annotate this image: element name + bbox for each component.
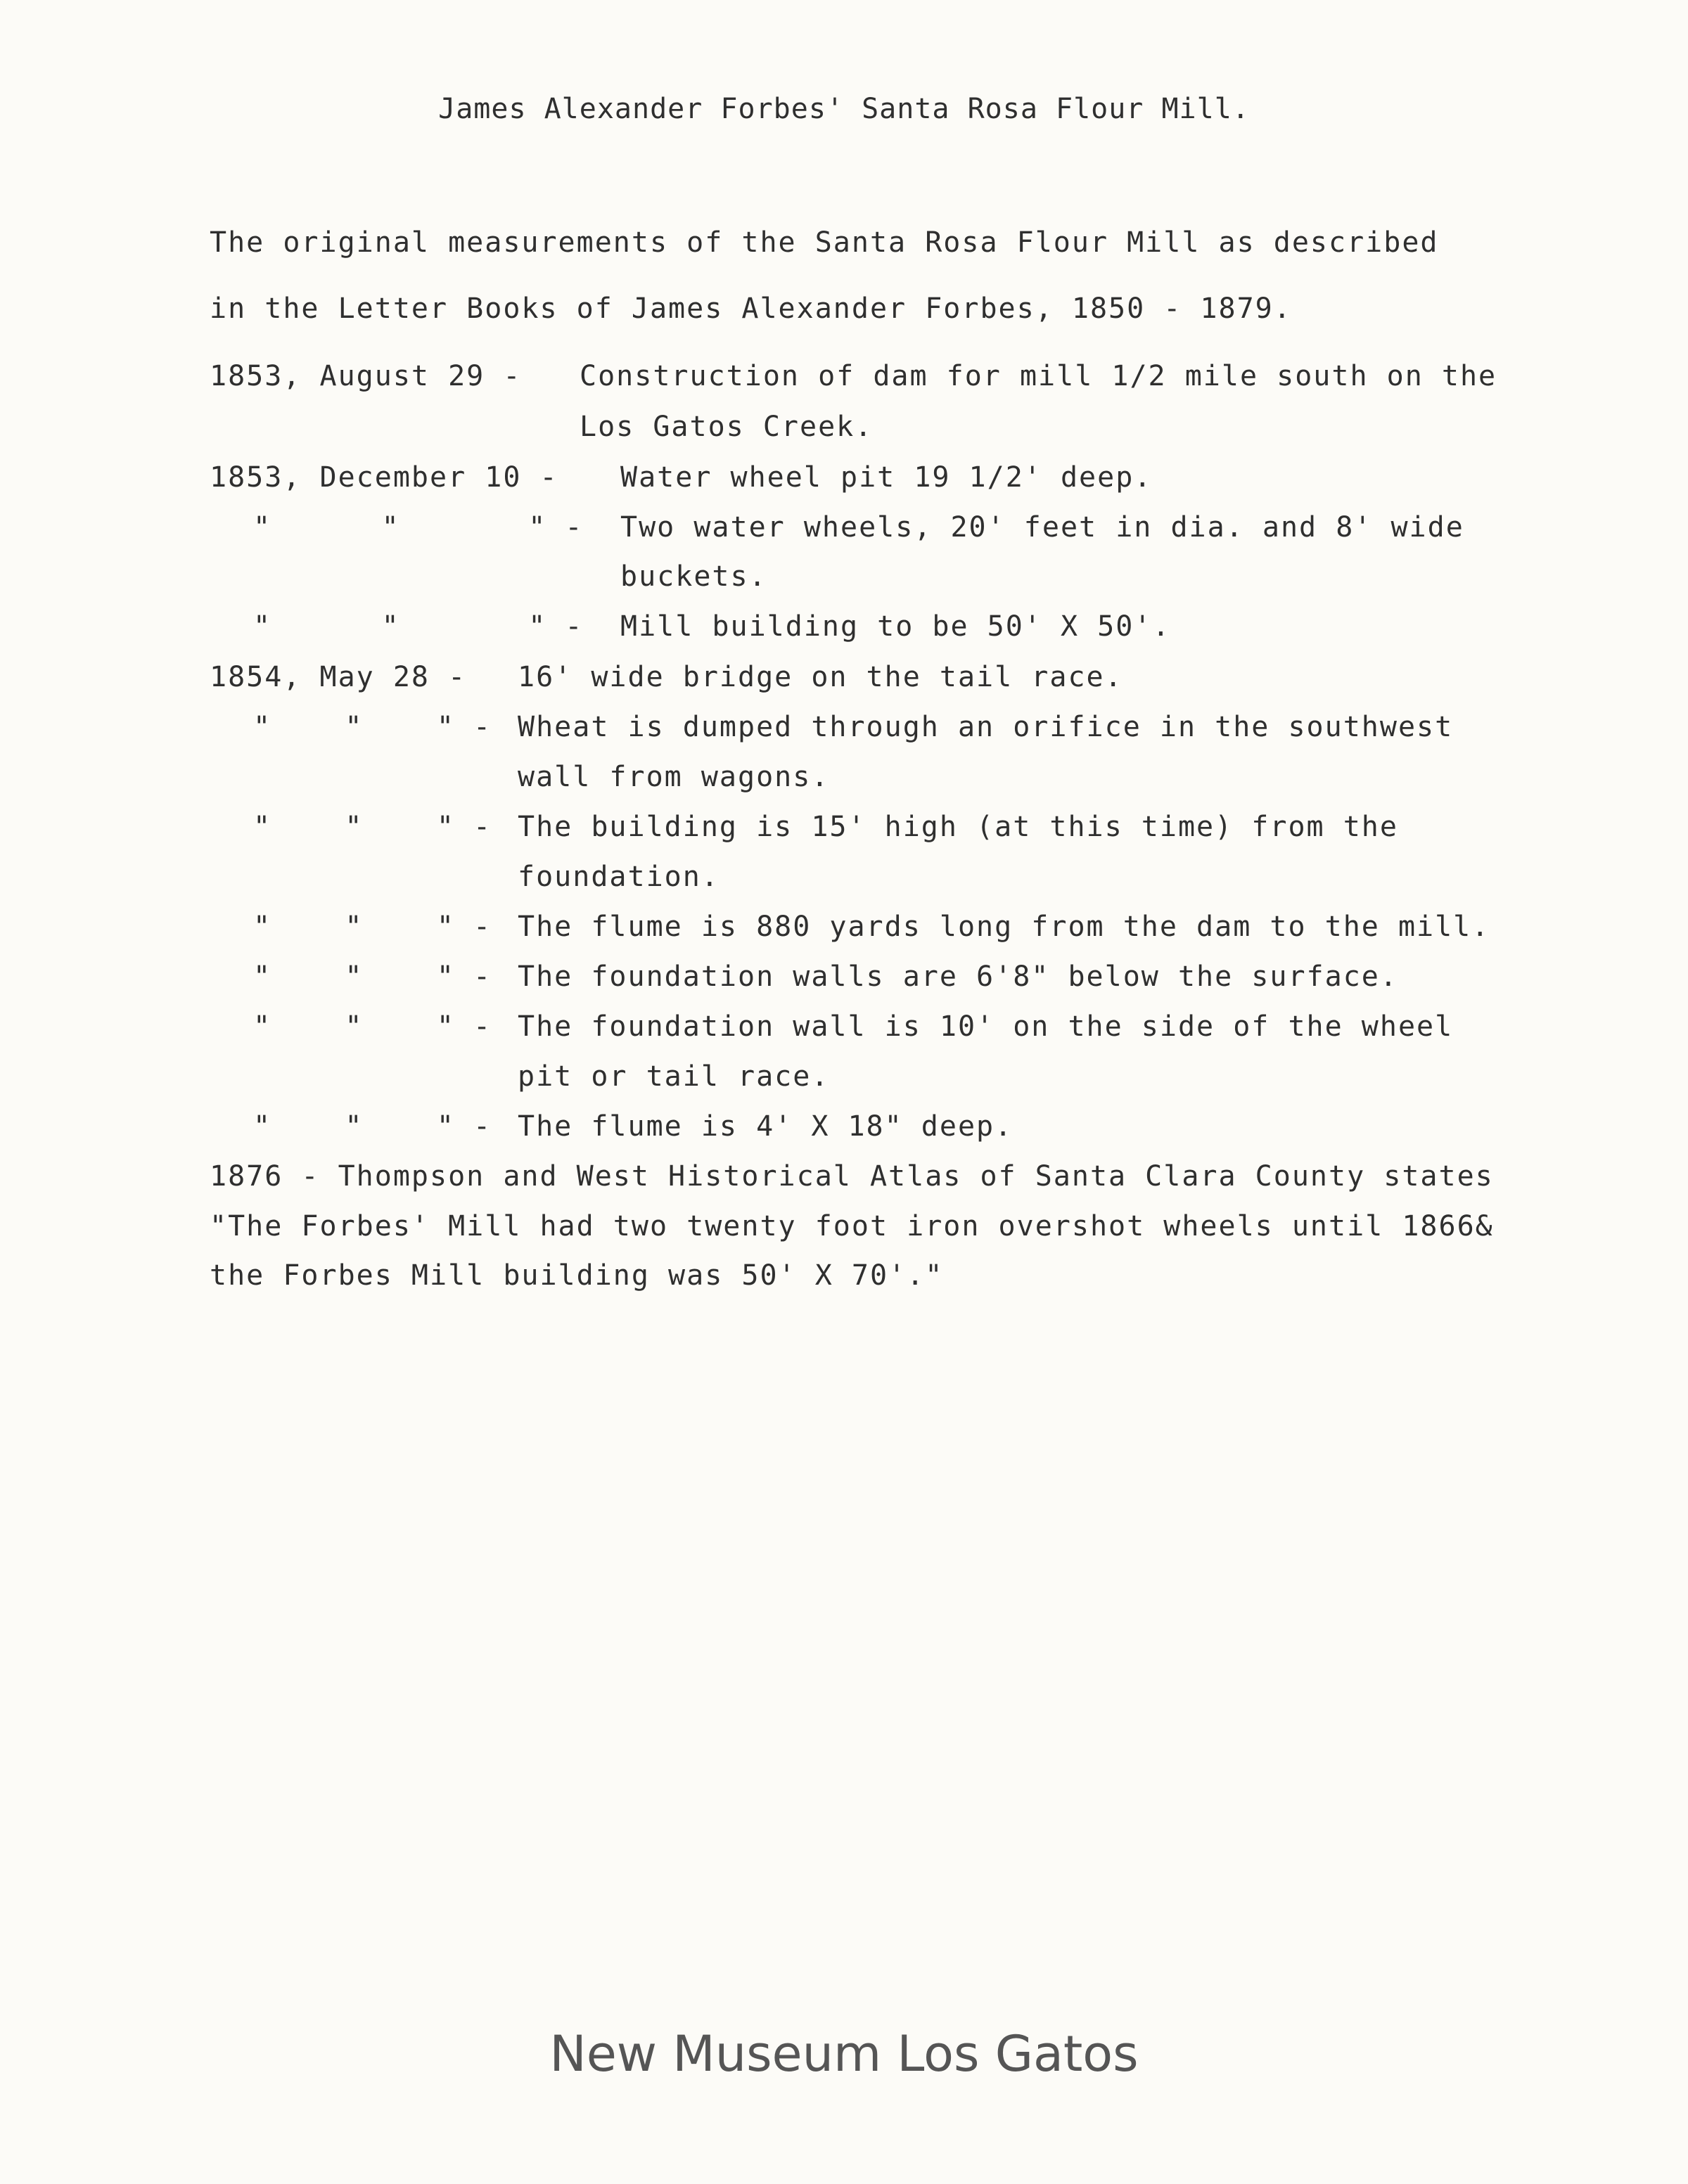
closing-line-3: the Forbes Mill building was 50' X 70'." <box>210 1259 944 1292</box>
museum-watermark: New Museum Los Gatos <box>549 2025 1139 2083</box>
ditto-marks: " " " - <box>253 911 492 943</box>
document-title: James Alexander Forbes' Santa Rosa Flour Mill. <box>438 93 1250 125</box>
entry-text: Water wheel pit 19 1/2' deep. <box>620 461 1153 494</box>
ditto-marks: " " " - <box>253 961 492 993</box>
ditto-marks: " " " - <box>253 711 492 743</box>
closing-line-1: 1876 - Thompson and West Historical Atlas of Santa Clara County states <box>210 1160 1494 1193</box>
entry-text: Wheat is dumped through an orifice in the southwest <box>518 711 1454 743</box>
entry-text-continued: buckets. <box>620 560 767 593</box>
entry-text: The flume is 4' X 18" deep. <box>518 1110 1014 1143</box>
entry-text: Mill building to be 50' X 50'. <box>620 610 1171 643</box>
entry-text-continued: Los Gatos Creek. <box>580 411 874 443</box>
ditto-marks: " " " - <box>253 811 492 843</box>
entry-text-continued: pit or tail race. <box>518 1060 830 1093</box>
ditto-marks: " " " - <box>253 511 584 544</box>
intro-line-2: in the Letter Books of James Alexander Forbes, 1850 - 1879. <box>210 293 1292 325</box>
entry-text: The foundation wall is 10' on the side of the wheel <box>518 1010 1454 1043</box>
entry-text: The flume is 880 yards long from the dam to the mill. <box>518 911 1490 943</box>
entry-text: 16' wide bridge on the tail race. <box>518 661 1123 693</box>
closing-line-2: "The Forbes' Mill had two twenty foot iron overshot wheels until 1866& <box>210 1210 1494 1242</box>
intro-line-1: The original measurements of the Santa Rosa Flour Mill as described <box>210 226 1439 259</box>
entry-text-continued: foundation. <box>518 861 720 893</box>
entry-text: Construction of dam for mill 1/2 mile south on the <box>580 360 1497 392</box>
ditto-marks: " " " - <box>253 1110 492 1143</box>
entry-date: 1854, May 28 - <box>210 661 467 693</box>
entry-text: The foundation walls are 6'8" below the surface. <box>518 961 1398 993</box>
entry-date: 1853, August 29 - <box>210 360 522 392</box>
ditto-marks: " " " - <box>253 1010 492 1043</box>
entry-date: 1853, December 10 - <box>210 461 558 494</box>
ditto-marks: " " " - <box>253 610 584 643</box>
entry-text: Two water wheels, 20' feet in dia. and 8' wide <box>620 511 1464 544</box>
entry-text-continued: wall from wagons. <box>518 761 830 793</box>
entry-text: The building is 15' high (at this time) from the <box>518 811 1398 843</box>
